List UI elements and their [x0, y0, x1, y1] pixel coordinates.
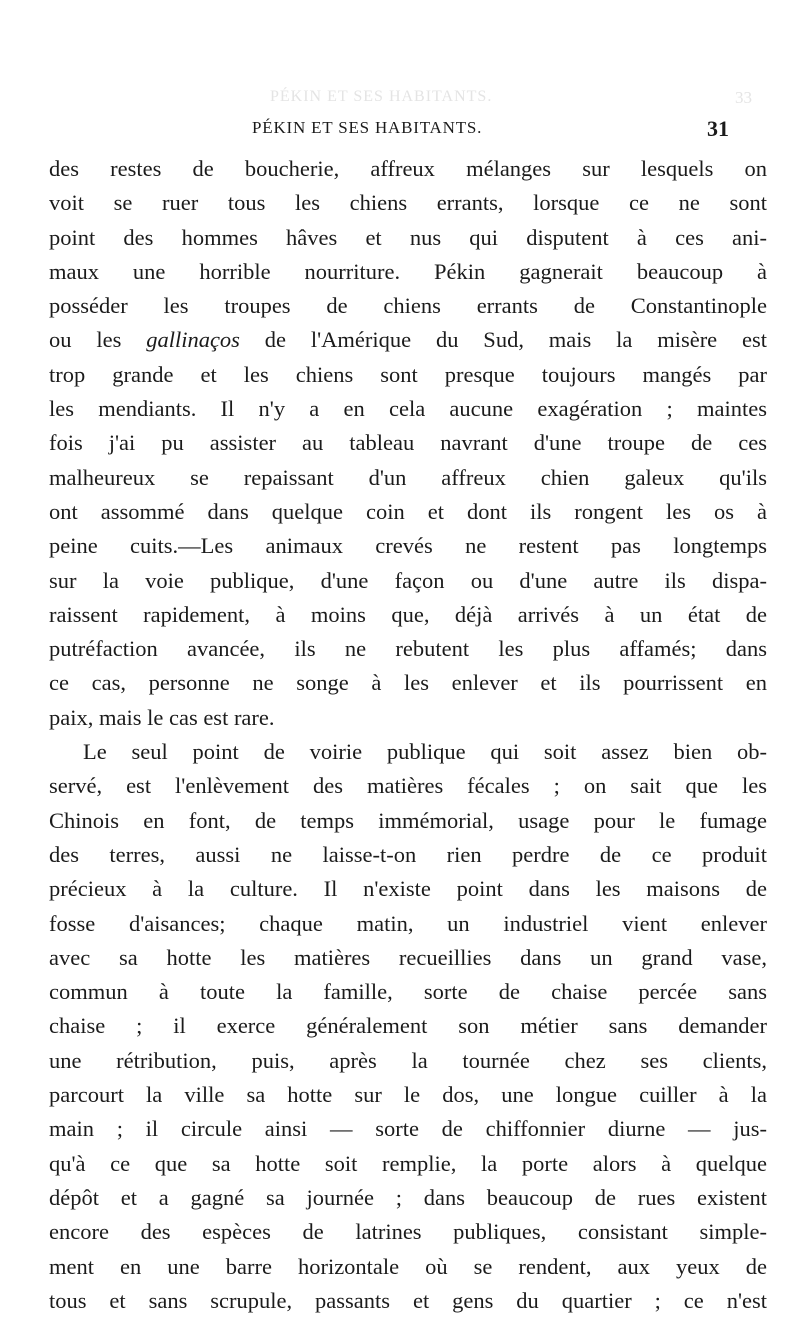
text-line: avec sa hotte les matières recueillies dans un grand vase,	[49, 944, 767, 970]
page-number: 31	[707, 116, 729, 141]
text-line: putréfaction avancée, ils ne rebutent les plus affamés; dans	[49, 636, 767, 662]
text-line: servé, est l'enlèvement des matières fécales ; on sait que les	[49, 773, 767, 799]
text-line: malheureux se repaissant d'un affreux chien galeux qu'ils	[49, 464, 767, 490]
text-line: dépôt et a gagné sa journée ; dans beaucoup de rues existent	[49, 1184, 767, 1210]
italic-term: gallinaços	[146, 327, 240, 353]
text-line: ment en une barre horizontale où se rendent, aux yeux de	[49, 1253, 767, 1279]
text-line: Chinois en font, de temps immémorial, usage pour le fumage	[49, 807, 767, 833]
running-header	[0, 118, 800, 144]
text-line: voit se ruer tous les chiens errants, lorsque ce ne sont	[49, 190, 767, 216]
text-line: des terres, aussi ne laisse-t-on rien perdre de ce produit	[49, 841, 767, 867]
text-line: les mendiants. Il n'y a en cela aucune exagération ; maintes	[49, 396, 767, 422]
body-text	[49, 152, 767, 1318]
text-line: maux une horrible nourriture. Pékin gagnerait beaucoup à	[49, 258, 767, 284]
show-through-title: PÉKIN ET SES HABITANTS.	[270, 88, 493, 105]
text-line: parcourt la ville sa hotte sur le dos, une longue cuiller à la	[49, 1082, 767, 1108]
text-line: posséder les troupes de chiens errants de Constantinople	[49, 293, 767, 319]
text-line: des restes de boucherie, affreux mélanges sur lesquels on	[49, 156, 767, 181]
paragraph-1	[49, 152, 767, 735]
text-line: encore des espèces de latrines publiques, consistant simple-	[49, 1219, 767, 1245]
text-line: peine cuits.—Les animaux crevés ne restent pas longtemps	[49, 533, 767, 559]
text-line: fosse d'aisances; chaque matin, un industriel vient enlever	[49, 910, 767, 936]
text-line: main ; il circule ainsi — sorte de chiffonnier diurne — jus-	[49, 1116, 767, 1142]
text-line-with-italic	[49, 323, 767, 357]
running-title: PÉKIN ET SES HABITANTS.	[252, 118, 483, 137]
text-line: précieux à la culture. Il n'existe point dans les maisons de	[49, 876, 767, 902]
text-line: qu'à ce que sa hotte soit remplie, la porte alors à quelque	[49, 1150, 767, 1176]
text-line: une rétribution, puis, après la tournée chez ses clients,	[49, 1047, 767, 1073]
text-line: ce cas, personne ne songe à les enlever et ils pourrissent en	[49, 670, 767, 696]
text-line: raissent rapidement, à moins que, déjà arrivés à un état de	[49, 601, 767, 627]
text-line: commun à toute la famille, sorte de chaise percée sans	[49, 979, 767, 1005]
text-line: tous et sans scrupule, passants et gens du quartier ; ce n'est	[49, 1287, 767, 1313]
text-line: Le seul point de voirie publique qui soit assez bien ob-	[83, 739, 767, 765]
text-line: paix, mais le cas est rare.	[49, 704, 275, 730]
text-line: chaise ; il exerce généralement son métier sans demander	[49, 1013, 767, 1039]
show-through-number: 33	[735, 88, 752, 107]
text-line: point des hommes hâves et nus qui disputent à ces ani-	[49, 224, 767, 250]
text-line: fois j'ai pu assister au tableau navrant d'une troupe de ces	[49, 430, 767, 456]
line-rest: de l'Amérique du Sud, mais la misère est	[264, 327, 768, 353]
text-line: trop grande et les chiens sont presque toujours mangés par	[49, 361, 767, 387]
line-prefix: ou les	[49, 327, 122, 353]
text-line: sur la voie publique, d'une façon ou d'une autre ils dispa-	[49, 567, 767, 593]
paragraph-2	[49, 735, 767, 1318]
text-line: ont assommé dans quelque coin et dont ils rongent les os à	[49, 498, 767, 524]
